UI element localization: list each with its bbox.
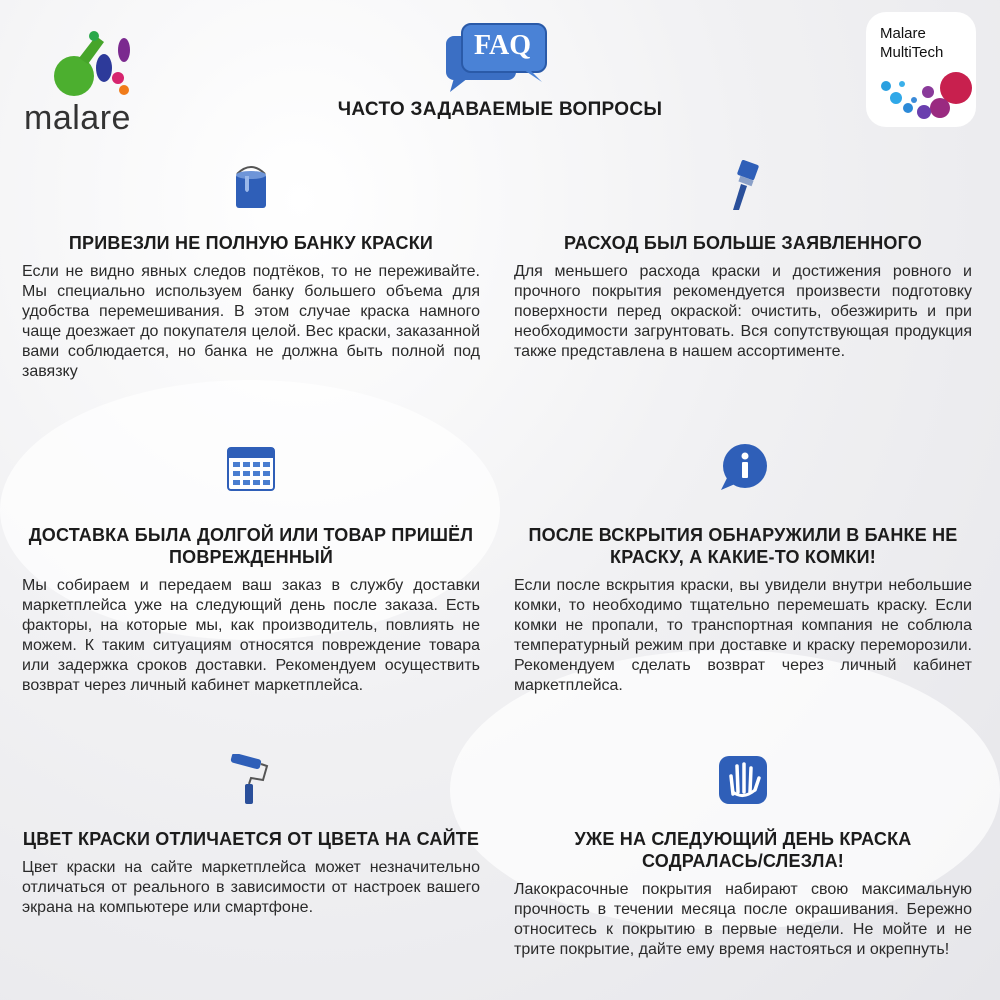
partner-logo-line2: MultiTech (880, 44, 944, 61)
section-text: Для меньшего расхода краски и достижения ровного и прочного покрытия рекомендуется произвести подготовку поверхности перед окраской: очистить, обезжирить и при необходимости загрунтовать. Вся сопутствующая продукция также представлена в нашем ассортименте. (514, 263, 972, 360)
section-title: ПОСЛЕ ВСКРЫТИЯ ОБНАРУЖИЛИ В БАНКЕ НЕ КРАСКУ, А КАКИЕ-ТО КОМКИ! (528, 525, 958, 567)
paint-can-icon (225, 160, 277, 212)
paint-roller-icon (225, 754, 277, 806)
section-text: Если не видно явных следов подтёков, то не переживайте. Мы специально используем банку большего объема для удобства перемешивания. В этом случае краска намного чаще доезжает до покупателя целой. Вес краски, заказанной вами соблюдается, но банка не должна быть полной под завязку (22, 263, 480, 380)
section-title: УЖЕ НА СЛЕДУЮЩИЙ ДЕНЬ КРАСКА СОДРАЛАСЬ/СЛЕЗЛА! (574, 829, 912, 871)
faq-section-incomplete-can (22, 160, 480, 382)
section-text: Если после вскрытия краски, вы увидели внутри небольшие комки, то необходимо тщательно перемешать краску. Если комки не пропали, то транспортная компания не соблюла температурный режим при доставке и краску переморозили. Рекомендуем сделать возврат через личный кабинет маркетплейса. (514, 577, 972, 694)
section-text: Лакокрасочные покрытия набирают свою максимальную прочность в течении месяца после окрашивания. Бережно относитесь к покрытию в первые недели. Не мойте и не трите покрытие, дайте ему время настояться и окрепнуть! (514, 881, 972, 958)
section-text: Мы собираем и передаем ваш заказ в службу доставки маркетплейса уже на следующий день после заказа. Есть факторы, на которые мы, как производитель, повлиять не можем. К таким ситуациям относятся повреждение товара или задержка сроков доставки. Рекомендуем осуществить возврат через личный кабинет маркетплейса. (22, 577, 480, 694)
page-title: ЧАСТО ЗАДАВАЕМЫЕ ВОПРОСЫ (337, 99, 663, 120)
paint-brush-icon (717, 160, 769, 212)
info-bubble-icon (717, 442, 769, 494)
partner-logo (866, 12, 976, 127)
faq-section-lumps (514, 442, 972, 696)
faq-section-peeling (514, 754, 972, 960)
faq-section-consumption (514, 160, 972, 362)
section-title: ЦВЕТ КРАСКИ ОТЛИЧАЕТСЯ ОТ ЦВЕТА НА САЙТЕ (22, 829, 480, 849)
partner-logo-line1: Malare (880, 25, 926, 42)
brand-logo-text: malare (24, 99, 131, 137)
faq-section-delivery (22, 442, 480, 696)
calendar-icon (225, 442, 277, 494)
faq-badge (444, 22, 550, 92)
faq-section-color (22, 754, 480, 918)
faq-text: FAQ (474, 30, 532, 61)
section-title: ПРИВЕЗЛИ НЕ ПОЛНУЮ БАНКУ КРАСКИ (68, 233, 434, 253)
section-title: ДОСТАВКА БЫЛА ДОЛГОЙ ИЛИ ТОВАР ПРИШЁЛ ПОВРЕЖДЕННЫЙ (28, 525, 474, 567)
section-title: РАСХОД БЫЛ БОЛЬШЕ ЗАЯВЛЕННОГО (564, 233, 922, 253)
section-text: Цвет краски на сайте маркетплейса может незначительно отличаться от реального в зависимости от настроек вашего экрана на компьютере или смартфоне. (22, 859, 480, 916)
hand-stop-icon (717, 754, 769, 806)
